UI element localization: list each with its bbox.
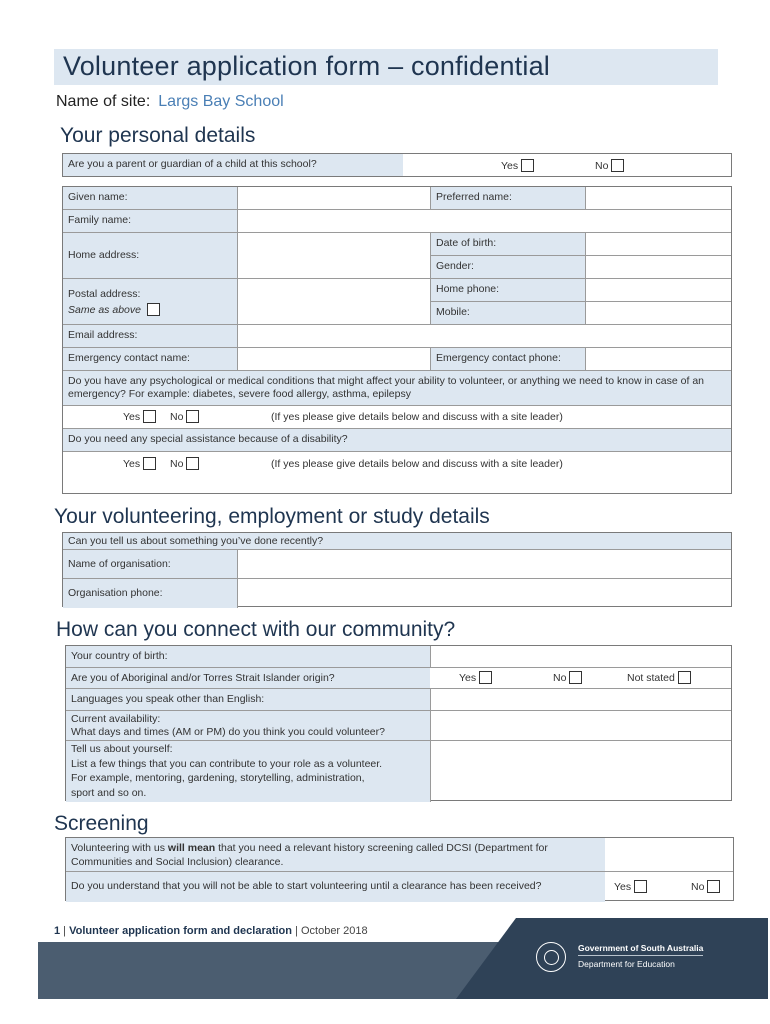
origin-not-stated (627, 671, 691, 684)
table-row (63, 429, 731, 452)
table-row (63, 550, 731, 579)
screening-text-pre: Volunteering with us (71, 842, 168, 854)
org-phone-field[interactable] (237, 579, 731, 608)
availability-line-2: What days and times (AM or PM) do you think you could volunteer? (71, 726, 385, 738)
clearance-no-checkbox[interactable] (707, 880, 720, 893)
community-table (65, 645, 732, 801)
home-address-label: Home address: (63, 233, 237, 278)
section-heading-community: How can you connect with our community? (56, 618, 456, 641)
about-label (66, 741, 430, 802)
section-heading-screening: Screening (54, 812, 149, 835)
table-row (63, 210, 731, 233)
origin-no (553, 671, 582, 684)
table-row (63, 348, 731, 371)
about-line-2: List a few things that you can contribute to your role as a volunteer. (71, 757, 383, 770)
medical-no (170, 410, 199, 423)
about-line-4: sport and so on. (71, 786, 147, 799)
guardian-yes-label: Yes (501, 160, 519, 172)
guardian-question: Are you a parent or guardian of a child at this school? (63, 154, 403, 176)
table-row (63, 406, 731, 429)
medical-note: (If yes please give details below and discuss with a site leader) (271, 411, 563, 423)
languages-label: Languages you speak other than English: (66, 689, 430, 710)
table-row (63, 233, 731, 279)
recent-question: Can you tell us about something you’ve done recently? (63, 533, 731, 549)
about-line-1: Tell us about yourself: (71, 743, 173, 755)
site-line (56, 93, 284, 111)
mobile-field[interactable] (585, 302, 731, 324)
table-row (66, 689, 731, 711)
site-label: Name of site: (56, 93, 151, 110)
emergency-phone-field[interactable] (585, 348, 731, 370)
medical-no-checkbox[interactable] (186, 410, 199, 423)
personal-details-table (62, 186, 732, 494)
guardian-no-checkbox[interactable] (611, 159, 624, 172)
origin-no-checkbox[interactable] (569, 671, 582, 684)
disability-yes (123, 457, 156, 470)
family-name-field[interactable] (237, 210, 731, 232)
table-row (63, 187, 731, 210)
clearance-yes-checkbox[interactable] (634, 880, 647, 893)
origin-not-stated-checkbox[interactable] (678, 671, 691, 684)
given-name-label: Given name: (63, 187, 237, 209)
section-heading-personal: Your personal details (60, 124, 256, 147)
government-logo-text (578, 942, 703, 970)
table-row (66, 646, 731, 668)
org-name-label: Name of organisation: (63, 550, 237, 578)
origin-yes (459, 671, 492, 684)
preferred-name-label: Preferred name: (430, 187, 585, 209)
table-row (63, 325, 731, 348)
disability-yes-label: Yes (123, 458, 141, 470)
guardian-yes-checkbox[interactable] (521, 159, 534, 172)
screening-text-post: that you need a relevant history screening called DCSI (Department for Communities and Social Inclusion) clearance. (71, 842, 548, 868)
guardian-no (595, 159, 624, 172)
origin-not-stated-label: Not stated (627, 672, 675, 684)
footer-page-number: 1 (54, 925, 61, 937)
email-label: Email address: (63, 325, 237, 347)
availability-label (66, 711, 430, 740)
screening-table (65, 837, 734, 901)
birth-country-label: Your country of birth: (66, 646, 430, 667)
site-value: Largs Bay School (158, 93, 284, 110)
medical-yes (123, 410, 156, 423)
clearance-yes (614, 880, 647, 893)
department-name: Department for Education (578, 959, 675, 969)
table-row (63, 579, 731, 608)
origin-yes-label: Yes (459, 672, 477, 684)
gender-label: Gender: (430, 256, 585, 278)
guardian-no-label: No (595, 160, 609, 172)
section-heading-volunteering: Your volunteering, employment or study details (54, 505, 490, 528)
availability-field[interactable] (430, 711, 731, 740)
table-row (66, 872, 733, 902)
preferred-name-field[interactable] (585, 187, 731, 209)
disability-no-checkbox[interactable] (186, 457, 199, 470)
page-title: Volunteer application form – confidential (63, 51, 551, 81)
org-name-field[interactable] (237, 550, 731, 578)
birth-country-field[interactable] (430, 646, 731, 667)
table-row (66, 741, 731, 802)
government-crest-icon (536, 942, 566, 972)
gender-field[interactable] (585, 256, 731, 278)
dob-field[interactable] (585, 233, 731, 256)
medical-yes-label: Yes (123, 411, 141, 423)
title-band (54, 49, 718, 85)
about-field[interactable] (430, 741, 731, 802)
availability-line-1: Current availability: (71, 713, 161, 725)
medical-question: Do you have any psychological or medical conditions that might affect your ability to volunteer, or anything we need to know in case of an emergency? For example: diabetes, severe food allergy, asthma, epilepsy (63, 371, 731, 405)
origin-yes-checkbox[interactable] (479, 671, 492, 684)
same-as-above (68, 303, 232, 317)
languages-field[interactable] (430, 689, 731, 710)
disability-no (170, 457, 199, 470)
footer-separator: | (60, 925, 70, 937)
disability-yes-checkbox[interactable] (143, 457, 156, 470)
government-name: Government of South Australia (578, 942, 703, 956)
footer-date: | October 2018 (292, 925, 368, 937)
clearance-no (691, 880, 720, 893)
origin-question: Are you of Aboriginal and/or Torres Strait Islander origin? (66, 668, 430, 688)
emergency-phone-label: Emergency contact phone: (430, 348, 585, 370)
medical-yes-checkbox[interactable] (143, 410, 156, 423)
guardian-yes (501, 159, 534, 172)
table-row (66, 668, 731, 689)
about-line-3: For example, mentoring, gardening, storytelling, administration, (71, 772, 365, 784)
table-row (63, 279, 731, 325)
footer-text (54, 925, 368, 937)
disability-note: (If yes please give details below and discuss with a site leader) (271, 458, 563, 470)
clearance-yes-label: Yes (614, 881, 632, 893)
table-row (66, 711, 731, 741)
mobile-label: Mobile: (430, 302, 585, 324)
guardian-table (62, 153, 732, 177)
emergency-name-label: Emergency contact name: (63, 348, 237, 370)
table-row (63, 533, 731, 550)
clearance-question: Do you understand that you will not be able to start volunteering until a clearance has been received? (66, 872, 605, 902)
org-phone-label: Organisation phone: (63, 579, 237, 608)
email-field[interactable] (237, 325, 731, 347)
home-phone-field[interactable] (585, 279, 731, 302)
family-name-label: Family name: (63, 210, 237, 232)
screening-text-bold: will mean (167, 842, 216, 854)
medical-no-label: No (170, 411, 184, 423)
postal-address-label: Postal address: (68, 288, 141, 300)
table-row (63, 452, 731, 495)
same-as-above-checkbox[interactable] (147, 303, 160, 316)
clearance-no-label: No (691, 881, 705, 893)
dob-label: Date of birth: (430, 233, 585, 256)
same-as-above-label: Same as above (68, 304, 141, 316)
table-row (66, 838, 733, 872)
home-phone-label: Home phone: (430, 279, 585, 302)
origin-no-label: No (553, 672, 567, 684)
postal-address-field[interactable] (237, 279, 430, 324)
volunteering-table (62, 532, 732, 607)
disability-no-label: No (170, 458, 184, 470)
home-address-field[interactable] (237, 233, 430, 278)
disability-question: Do you need any special assistance because of a disability? (63, 429, 731, 451)
emergency-name-field[interactable] (237, 348, 430, 370)
postal-address-label-cell (63, 279, 237, 324)
screening-text (66, 838, 605, 871)
given-name-field[interactable] (237, 187, 430, 209)
table-row (63, 371, 731, 406)
footer-doc-title: Volunteer application form and declaration (69, 925, 292, 937)
